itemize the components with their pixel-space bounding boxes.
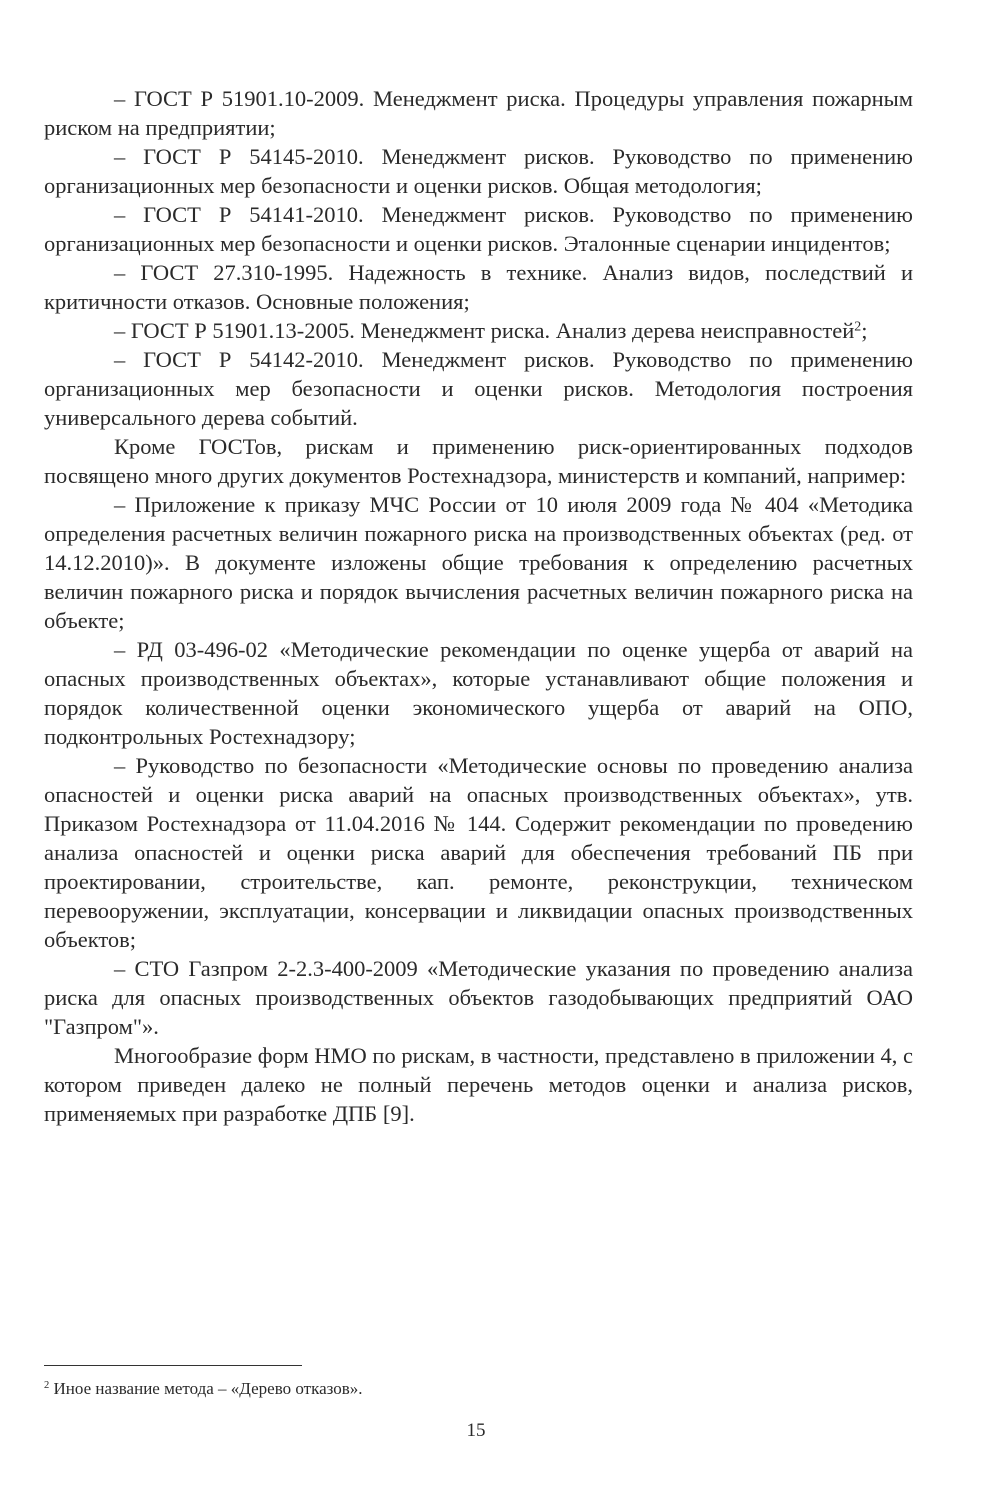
main-text — [44, 84, 913, 1128]
paragraph-gost-54141: – ГОСТ Р 54141-2010. Менеджмент рисков. Руководство по применению организационных мер безопасности и оценки рисков. Эталонные сценарии инцидентов; — [44, 202, 913, 256]
page-number: 15 — [466, 1420, 486, 1441]
paragraph-sto-gazprom: – СТО Газпром 2-2.3-400-2009 «Методические указания по проведению анализа риска для опасных производственных объектов газодобывающих предприятий ОАО "Газпром"». — [44, 956, 913, 1039]
paragraph-gost-51901-13-tail: ; — [861, 318, 868, 343]
paragraph-safety-guide: – Руководство по безопасности «Методические основы по проведению анализа опасностей и оценки риска аварий на опасных производственных объектах», утв. Приказом Ростехнадзора от 11.04.2016 № 144. Содержит рекомендации по проведению анализа опасностей и оценки риска аварий для обеспечения требований ПБ при проектировании, строительстве, кап. ремонте, реконструкции, техническом перевооружении, эксплуатации, консервации и ликвидации опасных производственных объектов; — [44, 753, 913, 952]
paragraph-other-documents: Кроме ГОСТов, рискам и применению риск-ориентированных подходов посвящено много других документов Ростехнадзора, министерств и компаний, например: — [44, 434, 913, 488]
paragraph-gost-54142: – ГОСТ Р 54142-2010. Менеджмент рисков. Руководство по применению организационных мер безопасности и оценки рисков. Методология построения универсального дерева событий. — [44, 347, 913, 430]
footnote-divider — [44, 1365, 302, 1366]
paragraph-mchs-order: – Приложение к приказу МЧС России от 10 июля 2009 года № 404 «Методика определения расчетных величин пожарного риска на производственных объектах (ред. от 14.12.2010)». В документе изложены общие требования к определению расчетных величин пожарного риска и порядок вычисления расчетных величин пожарного риска на объекте; — [44, 492, 913, 633]
paragraph-nmo-forms: Многообразие форм НМО по рискам, в частности, представлено в приложении 4, с котором приведен далеко не полный перечень методов оценки и анализа рисков, применяемых при разработке ДПБ [9]. — [44, 1043, 913, 1126]
footnote-text: Иное название метода – «Дерево отказов». — [49, 1379, 363, 1398]
paragraph-gost-51901-13 — [44, 316, 913, 345]
paragraph-gost-51901-13-text: – ГОСТ Р 51901.13-2005. Менеджмент риска. Анализ дерева неисправностей — [114, 318, 855, 343]
paragraph-rd-03-496: – РД 03-496-02 «Методические рекомендации по оценке ущерба от аварий на опасных производственных объектах», которые устанавливают общие положения и порядок количественной оценки экономического ущерба от аварий на ОПО, подконтрольных Ростехнадзору; — [44, 637, 913, 749]
footnote-reference: 2 — [854, 319, 862, 335]
footnote — [44, 1378, 363, 1400]
paragraph-gost-54145: – ГОСТ Р 54145-2010. Менеджмент рисков. Руководство по применению организационных мер безопасности и оценки рисков. Общая методология; — [44, 144, 913, 198]
footnote-marker: 2 — [44, 1380, 50, 1392]
paragraph-gost-51901-10: – ГОСТ Р 51901.10-2009. Менеджмент риска. Процедуры управления пожарным риском на предприятии; — [44, 86, 913, 140]
paragraph-gost-27-310: – ГОСТ 27.310-1995. Надежность в технике. Анализ видов, последствий и критичности отказов. Основные положения; — [44, 260, 913, 314]
